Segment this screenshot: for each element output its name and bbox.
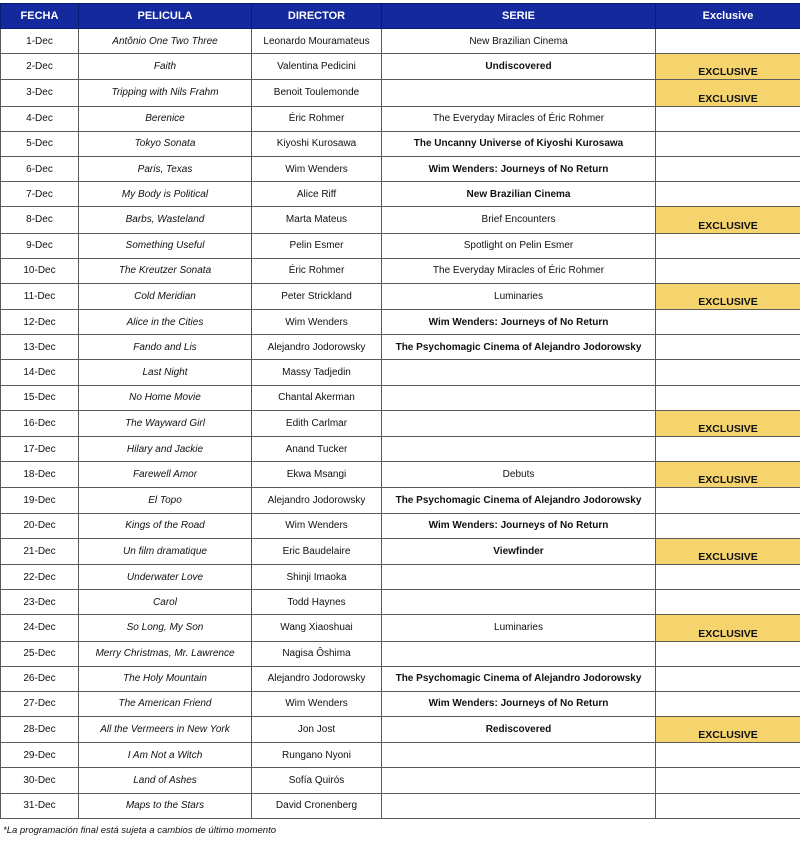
exclusive-cell: EXCLUSIVE (656, 538, 800, 564)
date-cell: 21-Dec (1, 538, 79, 564)
table-row (1, 335, 800, 360)
serie-cell (382, 590, 656, 615)
film-cell: Cold Meridian (79, 283, 252, 309)
table-row (1, 564, 800, 589)
table-row (1, 29, 800, 54)
exclusive-cell: EXCLUSIVE (656, 207, 800, 233)
serie-cell: Wim Wenders: Journeys of No Return (382, 310, 656, 335)
table-row (1, 410, 800, 436)
date-cell: 4-Dec (1, 106, 79, 131)
exclusive-cell (656, 310, 800, 335)
director-cell: Pelin Esmer (252, 233, 382, 258)
date-cell: 13-Dec (1, 335, 79, 360)
exclusive-cell: EXCLUSIVE (656, 80, 800, 106)
date-cell: 1-Dec (1, 29, 79, 54)
film-cell: Fando and Lis (79, 335, 252, 360)
director-cell: Alejandro Jodorowsky (252, 666, 382, 691)
serie-cell: The Everyday Miracles of Éric Rohmer (382, 106, 656, 131)
date-cell: 29-Dec (1, 743, 79, 768)
exclusive-cell (656, 360, 800, 385)
film-cell: El Topo (79, 488, 252, 513)
table-row (1, 233, 800, 258)
director-cell: Alice Riff (252, 182, 382, 207)
director-cell: Eric Baudelaire (252, 538, 382, 564)
film-cell: My Body is Political (79, 182, 252, 207)
date-cell: 20-Dec (1, 513, 79, 538)
exclusive-cell (656, 743, 800, 768)
serie-cell (382, 437, 656, 462)
film-cell: Underwater Love (79, 564, 252, 589)
serie-cell: The Psychomagic Cinema of Alejandro Jodorowsky (382, 335, 656, 360)
exclusive-cell (656, 513, 800, 538)
film-cell: Carol (79, 590, 252, 615)
film-cell: Alice in the Cities (79, 310, 252, 335)
date-cell: 18-Dec (1, 462, 79, 488)
exclusive-cell (656, 29, 800, 54)
serie-cell: Rediscovered (382, 717, 656, 743)
date-cell: 27-Dec (1, 691, 79, 716)
director-cell: Éric Rohmer (252, 106, 382, 131)
serie-cell: Wim Wenders: Journeys of No Return (382, 513, 656, 538)
film-cell: Maps to the Stars (79, 793, 252, 818)
exclusive-cell (656, 106, 800, 131)
exclusive-cell (656, 691, 800, 716)
header-exclusive: Exclusive (656, 4, 800, 29)
film-cell: Hilary and Jackie (79, 437, 252, 462)
film-cell: Antônio One Two Three (79, 29, 252, 54)
exclusive-cell (656, 590, 800, 615)
director-cell: Benoit Toulemonde (252, 80, 382, 106)
serie-cell: Luminaries (382, 283, 656, 309)
serie-cell: Viewfinder (382, 538, 656, 564)
serie-cell: The Psychomagic Cinema of Alejandro Jodorowsky (382, 666, 656, 691)
director-cell: Nagisa Ôshima (252, 641, 382, 666)
exclusive-cell (656, 131, 800, 156)
table-row (1, 54, 800, 80)
exclusive-cell (656, 335, 800, 360)
director-cell: Wim Wenders (252, 156, 382, 181)
date-cell: 5-Dec (1, 131, 79, 156)
table-row (1, 310, 800, 335)
table-row (1, 513, 800, 538)
table-row (1, 768, 800, 793)
serie-cell: Wim Wenders: Journeys of No Return (382, 691, 656, 716)
exclusive-cell (656, 182, 800, 207)
director-cell: Chantal Akerman (252, 385, 382, 410)
director-cell: Shinji Imaoka (252, 564, 382, 589)
exclusive-cell (656, 666, 800, 691)
table-row (1, 590, 800, 615)
table-row (1, 182, 800, 207)
table-row (1, 793, 800, 818)
exclusive-cell: EXCLUSIVE (656, 717, 800, 743)
film-cell: The Holy Mountain (79, 666, 252, 691)
date-cell: 25-Dec (1, 641, 79, 666)
film-cell: The American Friend (79, 691, 252, 716)
header-pelicula: PELICULA (79, 4, 252, 29)
table-row (1, 717, 800, 743)
exclusive-cell: EXCLUSIVE (656, 283, 800, 309)
serie-cell: The Uncanny Universe of Kiyoshi Kurosawa (382, 131, 656, 156)
footnote: *La programación final está sujeta a cambios de último momento (3, 825, 277, 836)
header-director: DIRECTOR (252, 4, 382, 29)
table-row (1, 488, 800, 513)
exclusive-cell (656, 793, 800, 818)
table-row (1, 258, 800, 283)
serie-cell (382, 360, 656, 385)
table-row (1, 538, 800, 564)
table-row (1, 156, 800, 181)
header-row (1, 4, 800, 29)
date-cell: 3-Dec (1, 80, 79, 106)
director-cell: Wim Wenders (252, 513, 382, 538)
serie-cell: Debuts (382, 462, 656, 488)
film-cell: Paris, Texas (79, 156, 252, 181)
exclusive-cell: EXCLUSIVE (656, 54, 800, 80)
exclusive-cell (656, 258, 800, 283)
film-cell: I Am Not a Witch (79, 743, 252, 768)
serie-cell: The Everyday Miracles of Éric Rohmer (382, 258, 656, 283)
table-row (1, 615, 800, 641)
table-row (1, 106, 800, 131)
exclusive-cell: EXCLUSIVE (656, 410, 800, 436)
exclusive-cell (656, 233, 800, 258)
serie-cell: New Brazilian Cinema (382, 182, 656, 207)
film-cell: Barbs, Wasteland (79, 207, 252, 233)
serie-cell (382, 564, 656, 589)
date-cell: 14-Dec (1, 360, 79, 385)
serie-cell (382, 80, 656, 106)
serie-cell (382, 793, 656, 818)
schedule-table (0, 3, 800, 819)
film-cell: Something Useful (79, 233, 252, 258)
date-cell: 26-Dec (1, 666, 79, 691)
table-row (1, 666, 800, 691)
date-cell: 6-Dec (1, 156, 79, 181)
film-cell: Land of Ashes (79, 768, 252, 793)
exclusive-cell (656, 385, 800, 410)
film-cell: Last Night (79, 360, 252, 385)
director-cell: Jon Jost (252, 717, 382, 743)
header-fecha: FECHA (1, 4, 79, 29)
date-cell: 16-Dec (1, 410, 79, 436)
exclusive-cell (656, 768, 800, 793)
film-cell: All the Vermeers in New York (79, 717, 252, 743)
date-cell: 15-Dec (1, 385, 79, 410)
director-cell: Leonardo Mouramateus (252, 29, 382, 54)
film-cell: So Long, My Son (79, 615, 252, 641)
director-cell: Wim Wenders (252, 691, 382, 716)
film-cell: The Wayward Girl (79, 410, 252, 436)
table-row (1, 385, 800, 410)
film-cell: Un film dramatique (79, 538, 252, 564)
date-cell: 19-Dec (1, 488, 79, 513)
director-cell: Massy Tadjedin (252, 360, 382, 385)
serie-cell (382, 743, 656, 768)
film-cell: Kings of the Road (79, 513, 252, 538)
table-row (1, 80, 800, 106)
exclusive-cell (656, 564, 800, 589)
date-cell: 31-Dec (1, 793, 79, 818)
director-cell: Peter Strickland (252, 283, 382, 309)
director-cell: Edith Carlmar (252, 410, 382, 436)
date-cell: 2-Dec (1, 54, 79, 80)
date-cell: 23-Dec (1, 590, 79, 615)
director-cell: Sofía Quirós (252, 768, 382, 793)
serie-cell (382, 410, 656, 436)
exclusive-cell (656, 437, 800, 462)
serie-cell: Brief Encounters (382, 207, 656, 233)
table-row (1, 462, 800, 488)
director-cell: Alejandro Jodorowsky (252, 335, 382, 360)
exclusive-cell (656, 488, 800, 513)
table-row (1, 437, 800, 462)
film-cell: Berenice (79, 106, 252, 131)
table-row (1, 691, 800, 716)
header-serie: SERIE (382, 4, 656, 29)
date-cell: 11-Dec (1, 283, 79, 309)
film-cell: Merry Christmas, Mr. Lawrence (79, 641, 252, 666)
exclusive-cell: EXCLUSIVE (656, 615, 800, 641)
director-cell: Anand Tucker (252, 437, 382, 462)
table-row (1, 360, 800, 385)
table-row (1, 131, 800, 156)
director-cell: Wim Wenders (252, 310, 382, 335)
date-cell: 28-Dec (1, 717, 79, 743)
table-row (1, 207, 800, 233)
director-cell: Rungano Nyoni (252, 743, 382, 768)
film-cell: No Home Movie (79, 385, 252, 410)
film-cell: Tokyo Sonata (79, 131, 252, 156)
director-cell: Marta Mateus (252, 207, 382, 233)
director-cell: Ekwa Msangi (252, 462, 382, 488)
film-cell: Farewell Amor (79, 462, 252, 488)
serie-cell (382, 385, 656, 410)
film-cell: The Kreutzer Sonata (79, 258, 252, 283)
date-cell: 22-Dec (1, 564, 79, 589)
serie-cell: New Brazilian Cinema (382, 29, 656, 54)
date-cell: 9-Dec (1, 233, 79, 258)
table-row (1, 743, 800, 768)
date-cell: 17-Dec (1, 437, 79, 462)
date-cell: 24-Dec (1, 615, 79, 641)
date-cell: 10-Dec (1, 258, 79, 283)
date-cell: 12-Dec (1, 310, 79, 335)
director-cell: Éric Rohmer (252, 258, 382, 283)
film-cell: Faith (79, 54, 252, 80)
director-cell: Alejandro Jodorowsky (252, 488, 382, 513)
director-cell: Todd Haynes (252, 590, 382, 615)
date-cell: 30-Dec (1, 768, 79, 793)
serie-cell: Undiscovered (382, 54, 656, 80)
serie-cell: Wim Wenders: Journeys of No Return (382, 156, 656, 181)
director-cell: Kiyoshi Kurosawa (252, 131, 382, 156)
serie-cell: Spotlight on Pelin Esmer (382, 233, 656, 258)
exclusive-cell: EXCLUSIVE (656, 462, 800, 488)
table-row (1, 641, 800, 666)
serie-cell: Luminaries (382, 615, 656, 641)
exclusive-cell (656, 156, 800, 181)
exclusive-cell (656, 641, 800, 666)
date-cell: 7-Dec (1, 182, 79, 207)
director-cell: David Cronenberg (252, 793, 382, 818)
date-cell: 8-Dec (1, 207, 79, 233)
film-cell: Tripping with Nils Frahm (79, 80, 252, 106)
director-cell: Valentina Pedicini (252, 54, 382, 80)
serie-cell (382, 768, 656, 793)
table-row (1, 283, 800, 309)
serie-cell: The Psychomagic Cinema of Alejandro Jodorowsky (382, 488, 656, 513)
director-cell: Wang Xiaoshuai (252, 615, 382, 641)
serie-cell (382, 641, 656, 666)
